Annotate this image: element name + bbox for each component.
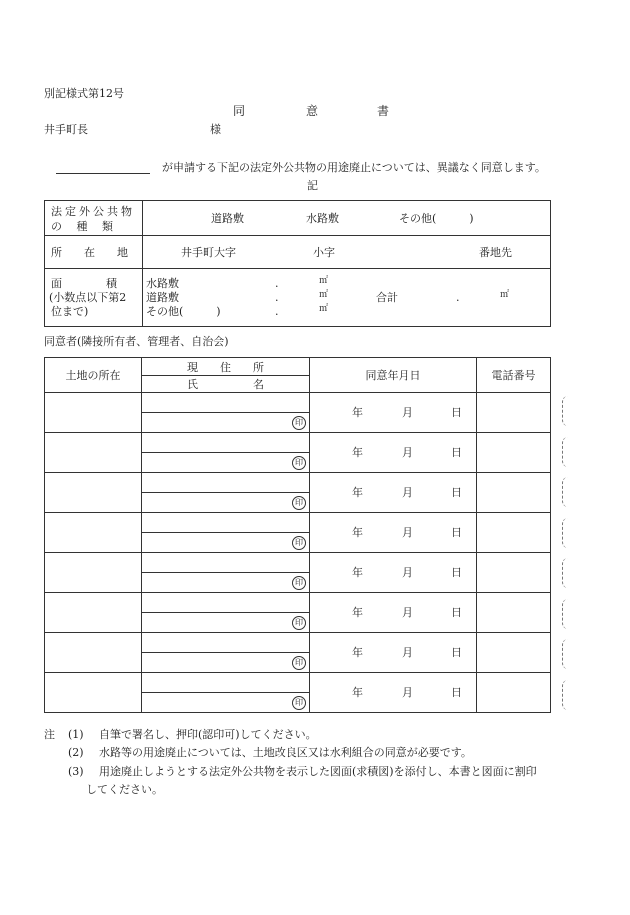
- seal-mark: 印: [292, 496, 306, 510]
- area-road-label: 道路敷: [146, 291, 179, 304]
- seal-mark: 印: [292, 576, 306, 590]
- area-values-cell: [143, 269, 551, 327]
- phone-cell[interactable]: [477, 593, 551, 633]
- area-other-dot: .: [275, 305, 279, 318]
- area-road-dot: .: [275, 291, 279, 304]
- land-location-cell[interactable]: [45, 633, 142, 673]
- bracket-mark: [562, 396, 569, 426]
- area-label-line1: 面 積: [51, 277, 117, 290]
- land-location-cell[interactable]: [45, 393, 142, 433]
- phone-cell[interactable]: [477, 553, 551, 593]
- name-cell[interactable]: [142, 413, 310, 433]
- bracket-mark: [562, 599, 569, 629]
- name-cell[interactable]: [142, 533, 310, 553]
- date-month-label: 月: [402, 686, 413, 699]
- date-day-label: 日: [451, 406, 462, 419]
- date-year-label: 年: [352, 486, 363, 499]
- bracket-mark: [562, 558, 569, 588]
- title-char-2: 意: [306, 104, 319, 118]
- date-month-label: 月: [402, 486, 413, 499]
- name-cell[interactable]: [142, 653, 310, 673]
- phone-cell[interactable]: [477, 393, 551, 433]
- bracket-mark: [562, 639, 569, 669]
- area-total-label: 合計: [376, 291, 398, 304]
- date-year-label: 年: [352, 606, 363, 619]
- ki-label: 記: [307, 179, 318, 192]
- area-total-dot: .: [456, 291, 460, 304]
- area-other-unit: ㎡: [319, 304, 329, 314]
- date-year-label: 年: [352, 526, 363, 539]
- date-month-label: 月: [402, 526, 413, 539]
- area-total-unit: ㎡: [500, 290, 510, 300]
- address-cell[interactable]: [142, 553, 310, 573]
- name-cell[interactable]: [142, 573, 310, 593]
- phone-cell[interactable]: [477, 633, 551, 673]
- type-options-cell: [143, 201, 551, 236]
- date-day-label: 日: [451, 486, 462, 499]
- address-cell[interactable]: [142, 393, 310, 413]
- date-month-label: 月: [402, 606, 413, 619]
- date-day-label: 日: [451, 646, 462, 659]
- type-label-cell: [45, 201, 143, 236]
- header-land-location: 土地の所在: [45, 358, 142, 393]
- area-label-line3: 位まで): [51, 305, 89, 318]
- location-label-cell: [45, 236, 143, 269]
- header-name: 氏 名: [142, 376, 310, 393]
- date-day-label: 日: [451, 566, 462, 579]
- date-day-label: 日: [451, 446, 462, 459]
- addressee: 井手町長: [44, 123, 88, 136]
- note-3-num: (3): [68, 765, 84, 778]
- type-option-other[interactable]: その他( ): [399, 212, 474, 225]
- area-road-unit: ㎡: [319, 290, 329, 300]
- date-year-label: 年: [352, 686, 363, 699]
- bracket-mark: [562, 518, 569, 548]
- type-option-road[interactable]: 道路敷: [211, 212, 244, 225]
- date-year-label: 年: [352, 406, 363, 419]
- property-info-table: [44, 200, 551, 327]
- type-label-line1: 法定外公共物: [51, 205, 135, 218]
- note-1-text: 自筆で署名し、押印(認印可)してください。: [99, 728, 317, 741]
- location-values-cell: [143, 236, 551, 269]
- date-year-label: 年: [352, 566, 363, 579]
- consent-heading: 同意者(隣接所有者、管理者、自治会): [44, 335, 229, 348]
- area-water-label: 水路敷: [146, 277, 179, 290]
- date-month-label: 月: [402, 446, 413, 459]
- consent-statement: が申請する下記の法定外公共物の用途廃止については、異議なく同意します。: [162, 161, 546, 174]
- address-cell[interactable]: [142, 593, 310, 613]
- area-label-cell: [45, 269, 143, 327]
- area-label-line2: (小数点以下第2: [49, 291, 127, 304]
- date-day-label: 日: [451, 526, 462, 539]
- bracket-mark: [562, 680, 569, 710]
- date-day-label: 日: [451, 606, 462, 619]
- seal-mark: 印: [292, 456, 306, 470]
- address-cell[interactable]: [142, 673, 310, 693]
- phone-cell[interactable]: [477, 433, 551, 473]
- location-banchi: 番地先: [479, 246, 512, 259]
- title-char-3: 書: [377, 104, 390, 118]
- phone-cell[interactable]: [477, 673, 551, 713]
- address-cell[interactable]: [142, 433, 310, 453]
- address-cell[interactable]: [142, 633, 310, 653]
- consent-date-cell[interactable]: [310, 433, 477, 473]
- header-consent-date: 同意年月日: [310, 358, 477, 393]
- form-number: 別記様式第12号: [44, 87, 124, 100]
- seal-mark: 印: [292, 616, 306, 630]
- date-month-label: 月: [402, 566, 413, 579]
- land-location-cell[interactable]: [45, 673, 142, 713]
- note-3-text: 用途廃止しようとする法定外公共物を表示した図面(求積図)を添付し、本書と図面に割印: [99, 765, 537, 778]
- consent-table: [44, 357, 551, 713]
- type-label-line2: の 種 類: [51, 220, 113, 233]
- date-year-label: 年: [352, 446, 363, 459]
- bracket-mark: [562, 477, 569, 507]
- consent-date-cell[interactable]: [310, 553, 477, 593]
- location-oaza: 井手町大字: [181, 246, 236, 259]
- note-3-continuation: してください。: [86, 783, 163, 796]
- seal-mark: 印: [292, 416, 306, 430]
- note-1-num: (1): [68, 728, 84, 741]
- consent-date-cell[interactable]: [310, 633, 477, 673]
- consent-date-cell[interactable]: [310, 473, 477, 513]
- consent-date-cell[interactable]: [310, 593, 477, 633]
- area-water-dot: .: [275, 277, 279, 290]
- land-location-cell[interactable]: [45, 433, 142, 473]
- location-label: 所 在 地: [51, 246, 128, 259]
- address-cell[interactable]: [142, 513, 310, 533]
- title-char-1: 同: [233, 104, 246, 118]
- note-2-num: (2): [68, 746, 84, 759]
- notes-prefix: 注: [44, 728, 55, 741]
- land-location-cell[interactable]: [45, 593, 142, 633]
- land-location-cell[interactable]: [45, 473, 142, 513]
- location-koaza: 小字: [313, 246, 335, 259]
- date-day-label: 日: [451, 686, 462, 699]
- consent-date-cell[interactable]: [310, 673, 477, 713]
- bracket-mark: [562, 437, 569, 467]
- date-year-label: 年: [352, 646, 363, 659]
- date-month-label: 月: [402, 646, 413, 659]
- consent-date-cell[interactable]: [310, 513, 477, 553]
- phone-cell[interactable]: [477, 473, 551, 513]
- honorific: 様: [210, 123, 221, 136]
- seal-mark: 印: [292, 656, 306, 670]
- area-water-unit: ㎡: [319, 276, 329, 286]
- phone-cell[interactable]: [477, 513, 551, 553]
- applicant-name-line[interactable]: [56, 173, 150, 174]
- name-cell[interactable]: [142, 613, 310, 633]
- name-cell[interactable]: [142, 453, 310, 473]
- land-location-cell[interactable]: [45, 513, 142, 553]
- seal-mark: 印: [292, 696, 306, 710]
- land-location-cell[interactable]: [45, 553, 142, 593]
- header-address: 現 住 所: [142, 358, 310, 376]
- name-cell[interactable]: [142, 693, 310, 713]
- note-2-text: 水路等の用途廃止については、土地改良区又は水利組合の同意が必要です。: [99, 746, 472, 759]
- area-other-label: その他( ): [146, 305, 221, 318]
- type-option-water[interactable]: 水路敷: [306, 212, 339, 225]
- name-cell[interactable]: [142, 493, 310, 513]
- date-month-label: 月: [402, 406, 413, 419]
- seal-mark: 印: [292, 536, 306, 550]
- consent-date-cell[interactable]: [310, 393, 477, 433]
- address-cell[interactable]: [142, 473, 310, 493]
- header-phone: 電話番号: [477, 358, 551, 393]
